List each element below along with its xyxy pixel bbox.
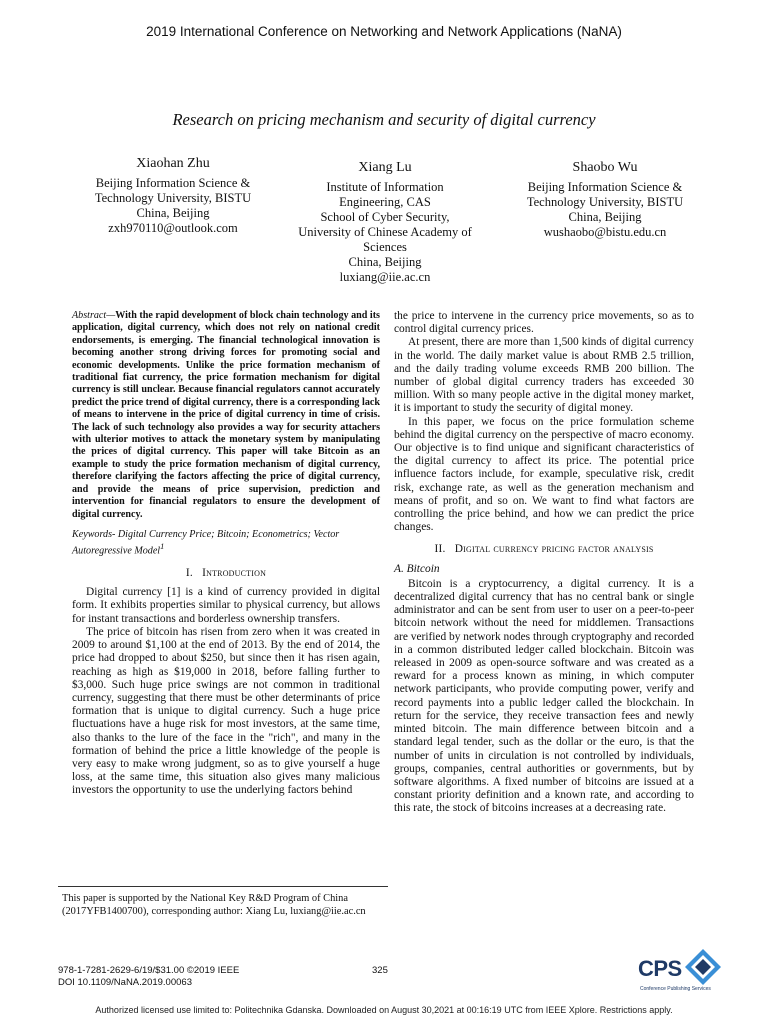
author-email: luxiang@iie.ac.cn [339,270,431,284]
isbn-line: 978-1-7281-2629-6/19/$31.00 ©2019 IEEE [58,965,240,976]
author-affiliation-line: Beijing Information Science & [95,176,251,190]
page-number: 325 [372,965,388,976]
section-number: II. [434,543,446,556]
cps-logo [632,946,722,1002]
section-title: Introduction [202,567,267,580]
author-affiliation-line: China, Beijing [568,210,642,224]
keywords-footnote-mark: 1 [160,542,165,552]
author-affiliation-line: School of Cyber Security, [320,210,450,224]
author-email: zxh970110@outlook.com [108,221,238,235]
bitcoin-paragraph: Bitcoin is a cryptocurrency, a digital currency. It is a decentralized digital currency that has no central bank or single administrator and can be sent from user to user on a peer-to-peer bitcoin network without the need for middlemen. Transactions are verified by network nodes through cryptography and recorded in a common distributed ledger called blockchain. Bitcoin was released in 2009 as open-source software and was created as a reward for a process known as mining, in which computer network participants, who provide computing power, verify and record payments into a public ledger called the blockchain. In return for the service, they receive transaction fees and newly minted bitcoin. The main difference between bitcoin and a standard legal tender, such as the dollar or the euro, is that the number of units in circulation is not controlled by individuals, groups, companies, central authorities or governments, but by software algorithms. A fixed number of bitcoins are issued at a constant priority definition and a known rate, and according to this rate, the stock of bitcoins increases at a decreasing rate. [394,577,694,815]
author-affiliation-line: Beijing Information Science & [527,180,683,194]
body-paragraph: the price to intervene in the currency price movements, so as to control digital currency prices. [394,310,694,336]
author-name: Xiang Lu [358,160,412,175]
section-number: I. [185,567,193,580]
paper-title: Research on pricing mechanism and security of digital currency [172,110,596,129]
section-heading-introduction [72,567,380,580]
doi-line: DOI 10.1109/NaNA.2019.00063 [58,977,192,988]
left-column [72,310,380,798]
subsection-heading-bitcoin: A. Bitcoin [394,562,440,575]
author-name: Xiaohan Zhu [136,156,210,171]
intro-paragraph: The price of bitcoin has risen from zero when it was created in 2009 to around $1,100 at the end of 2013. By the end of 2014, the price had dropped to about $250, but since then it has risen again, reaching as high as $19,000 in 2018, before falling further to $3,000. Such huge price swings are not common in traditional currency, suggesting that there must be other determinants of price formation that is unique to digital currency. Such a huge price fluctuations have a huge risk for most investors, at the same time, also thanks to the lure of the face in the "rich", and many in the formation of behind the price a little knowledge of the people is very easy to make wrong judgment, so as to give yourself a huge loss, at the same time, this situation also gives many malicious investors the opportunity to use the underlying factors behind [72,625,380,797]
body-paragraph: In this paper, we focus on the price formulation scheme behind the digital currency on the perspective of macro economy. Our objective is to find unique and significant characteristics of the digital currency to affect its price. The potential price influence factors include, for example, speculative risk, credit risk, exchange rate, as well as the generation mechanism and means of profit, and so on. We want to find what factors are controlling the price behind, and how we can predict the price changes. [394,415,694,534]
author-affiliation-line: Institute of Information [326,180,444,194]
license-notice: Authorized licensed use limited to: Politechnika Gdanska. Downloaded on August 30,2021 at 00:16:19 UTC from IEEE Xplore. Restrictions apply. [95,1005,673,1015]
author-affiliation-line: University of Chinese Academy of [298,225,472,239]
author-name: Shaobo Wu [572,160,638,175]
author-affiliation-line: China, Beijing [348,255,422,269]
author-affiliation-line: China, Beijing [136,206,210,220]
abstract-label: Abstract— [72,310,116,321]
author-affiliation-line: Technology University, BISTU [526,195,684,209]
section-heading-pricing-factors [394,543,694,556]
abstract-text: With the rapid development of block chain technology and its application, digital currency, which does not rely on national credit endorsements, is emerging. The financial technological innovation is becoming another strong driving forces for promoting social and economic developments. Unlike the price formation mechanism of traditional fiat currency, the price formation mechanism for digital currency is still unclear. Because financial regulators cannot accurately predict the price trend of digital currency, there is a corresponding lack of means to intervene in the price of digital currency in time of crisis. The lack of such technology also provides a way for security attachers with ulterior motives to attack the monetary system by manipulating the prices of digital currency. This paper will take Bitcoin as an example to study the price formation mechanism of digital currency, therefore clarifying the factors affecting the price of digital currency, and provide the means of price supervision, prediction and intervention for financial regulators to ensure the development of digital currency. [72,310,380,520]
right-column [394,310,694,816]
intro-paragraph: Digital currency [1] is a kind of currency provided in digital form. It exhibits properties similar to physical currency, but allows for instant transactions and borderless ownership transfers. [72,586,380,625]
author-affiliation-line: Engineering, CAS [339,195,431,209]
footnote: This paper is supported by the National Key R&D Program of China (2017YFB1400700), corresponding author: Xiang Lu, luxiang@iie.ac.cn [62,893,366,917]
footer-identifiers [58,965,239,989]
section-title: Digital currency pricing factor analysis [454,543,654,556]
cps-logo-diamond-icon [684,948,722,986]
author-affiliation-line: Technology University, BISTU [94,191,252,205]
body-paragraph: At present, there are more than 1,500 kinds of digital currency in the world. The daily market value is about RMB 2.5 trillion, and the daily trading volume exceeds RMB 200 billion. The number of global digital currency traders has exceeded 30 million. With so many people active in the digital money market, it is important to study the security of digital money. [394,336,694,415]
cps-logo-text: CPS [638,956,682,981]
author-block-3 [500,160,710,240]
conference-header: 2019 International Conference on Networking and Network Applications (NaNA) [146,24,622,39]
keywords [72,529,380,558]
author-block-2 [280,160,490,285]
footnote-divider [58,886,388,887]
author-email: wushaobo@bistu.edu.cn [543,225,667,239]
keywords-text: Keywords- Digital Currency Price; Bitcoin; Econometrics; Vector Autoregressive Model [72,528,340,557]
cps-logo-subtitle: Conference Publishing Services [640,986,711,992]
abstract [72,310,380,521]
author-affiliation-line: Sciences [363,240,407,254]
author-block-1 [68,156,278,236]
